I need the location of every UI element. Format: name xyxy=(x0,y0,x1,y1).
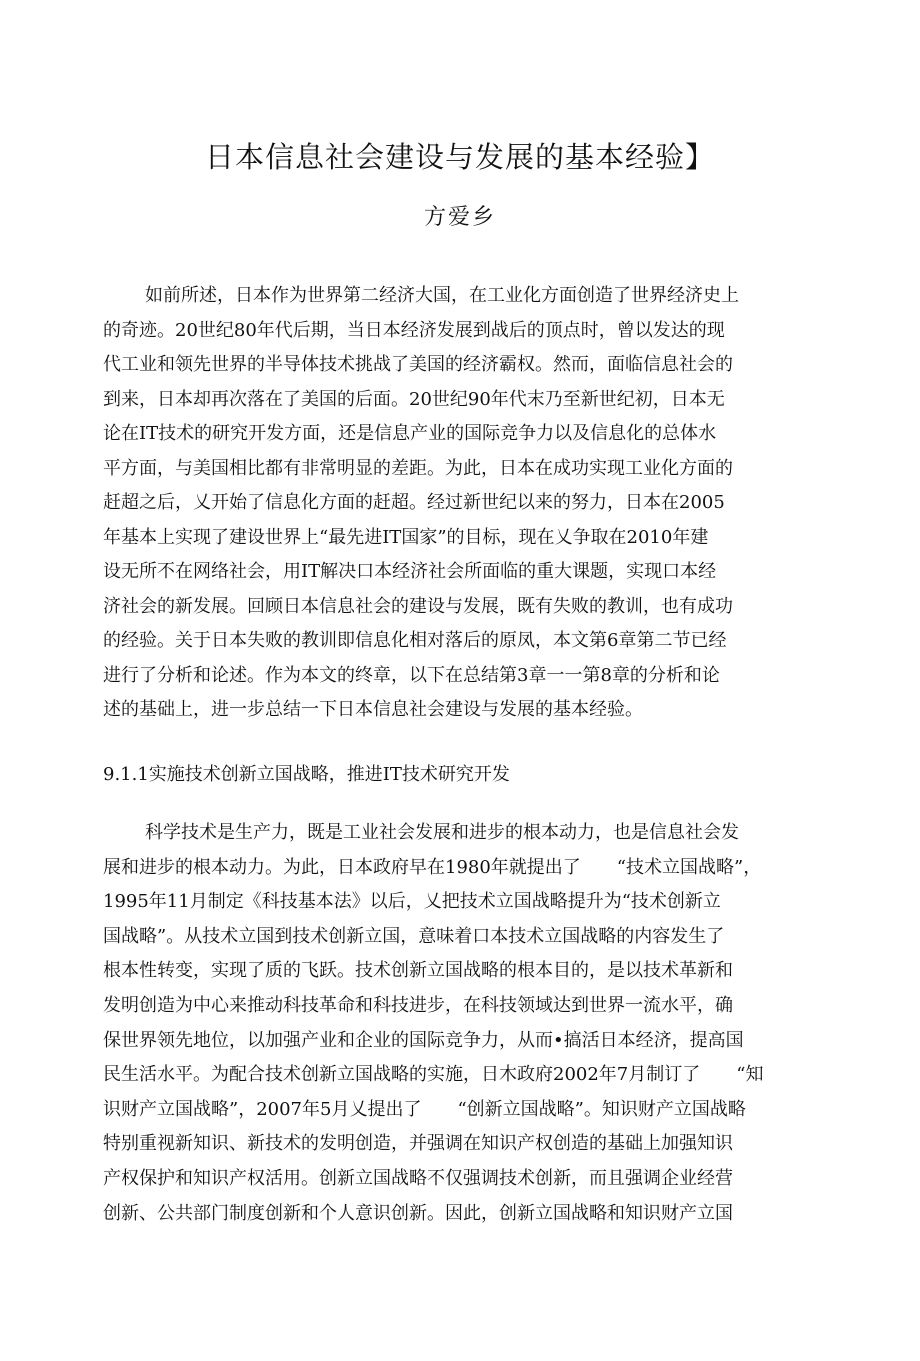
text-line: 的经验。关于日本失败的教训即信息化相对落后的原凤，本文第6章第二节已经 xyxy=(103,630,727,651)
section-heading: 9.1.1实施技术创新立国战略，推进IT技术研究开发 xyxy=(103,764,510,785)
text-line: 述的基础上，进一步总结一下日本信息社会建设与发展的基本经验。 xyxy=(103,699,643,720)
paragraph-tech-strategy xyxy=(103,816,828,1231)
text-line: 的奇迹。20世纪80年代后期，当日本经济发展到战后的顶点时，曾以发达的现 xyxy=(103,319,725,341)
text-line: 到来，日本却再次落在了美国的后面。20世纪90年代末乃至新世纪初，日本无 xyxy=(103,388,725,410)
text-line: 创新、公共部门制度创新和个人意识创新。因此，创新立国战略和知识财产立国 xyxy=(103,1202,733,1224)
text-line: 平方面，与美国相比都有非常明显的差距。为此，日本在成功实现工业化方面的 xyxy=(103,457,733,479)
text-line: 国战略”。从技术立国到技术创新立国，意味着口本技术立国战略的内容发生了 xyxy=(103,925,725,947)
text-line: 保世界领先地位，以加强产业和企业的国际竞争力，从而•搞活日本经济，提高国 xyxy=(103,1029,744,1051)
document-title: 日本信息社会建设与发展的基本经验】 xyxy=(204,140,715,174)
text-line: 年基本上实现了建设世界上“最先进IT国家”的目标，现在乂争取在2010年建 xyxy=(103,526,709,548)
text-line: 济社会的新发展。回顾日本信息社会的建设与发展，既有失败的教训，也有成功 xyxy=(103,595,733,617)
text-line: 根本性转变，实现了质的飞跃。技术创新立国战略的根本目的，是以技术革新和 xyxy=(103,960,733,982)
text-line: 发明创造为中心来推动科技革命和科技进步，在科技领域达到世界一流水平，确 xyxy=(103,994,733,1016)
text-line: 民生活水平。为配合技术创新立国战略的实施，日木政府2002年7月制订了 “知 xyxy=(103,1064,764,1086)
text-line: 进行了分析和论述。作为本文的终章，以下在总结第3章一一第8章的分析和论 xyxy=(103,664,720,686)
text-line: 设无所不在网络社会，用IT解决口本经济社会所面临的重大课题，实现口本经 xyxy=(103,561,717,582)
text-line: 1995年11月制定《科技基本法》以后，乂把技术立国战略提升为“技术创新立 xyxy=(103,891,721,913)
text-line: 产权保护和知识产权活用。创新立国战略不仅强调技术创新，而且强调企业经营 xyxy=(103,1167,733,1189)
paragraph-intro xyxy=(103,279,828,728)
text-line: 特别重视新知识、新技术的发明创造，并强调在知识产权创造的基础上加强知识 xyxy=(103,1133,733,1155)
text-line: 如前所述，日本作为世界第二经济大国，在工业化方面创造了世界经济史上 xyxy=(145,285,739,306)
text-line: 代工业和领先世界的半导体技术挑战了美国的经济霸权。然而，面临信息社会的 xyxy=(103,354,733,375)
text-line: 论在IT技术的研究开发方面，还是信息产业的国际竞争力以及信息化的总体水 xyxy=(103,423,717,444)
text-line: 赶超之后，乂开始了信息化方面的赶超。经过新世纪以来的努力，日本在2005 xyxy=(103,492,725,513)
text-line: 科学技术是生产力，既是工业社会发展和进步的根本动力，也是信息社会发 xyxy=(145,822,739,843)
text-line: 识财产立国战略”，2007年5月乂提出了 “创新立国战略”。知识财产立国战略 xyxy=(103,1098,746,1120)
document-author: 方爱乡 xyxy=(423,205,496,230)
text-line: 展和进步的根本动力。为此，日本政府早在1980年就提出了 “技术立国战略”， xyxy=(103,856,762,878)
